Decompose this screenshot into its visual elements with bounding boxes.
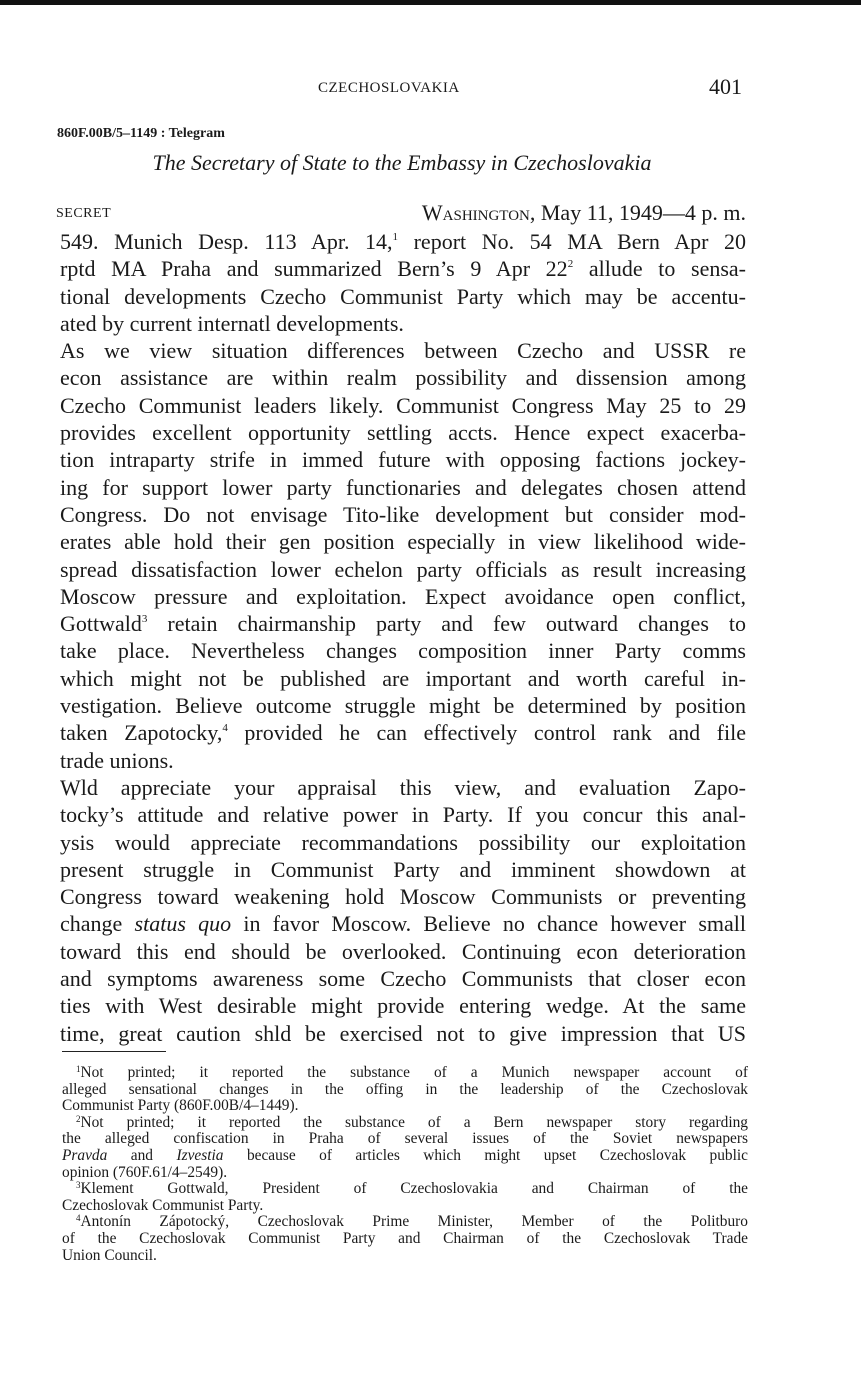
text-line: time, great caution shld be exercised not to give impression that US <box>60 1020 746 1046</box>
line-text: Antonín Zápotocký, Czechoslovak Prime Minister, Member of the Politburo <box>80 1213 748 1231</box>
text-line: tion intraparty strife in immed future with opposing factions jockey- <box>60 447 746 473</box>
dateline-row <box>56 200 746 228</box>
running-title: CZECHOSLOVAKIA <box>318 80 460 96</box>
text-line <box>62 1214 748 1231</box>
italic-phrase: Pravda <box>62 1146 108 1164</box>
document-heading: The Secretary of State to the Embassy in Czechoslovakia <box>152 150 652 175</box>
line-text: Not printed; it reported the substance of a Bern newspaper story regarding <box>80 1113 748 1131</box>
footnote-2 <box>62 1115 748 1181</box>
line-text: allude to sensa- <box>573 256 746 282</box>
text-line: Moscow pressure and exploitation. Expect avoidance open conflict, <box>60 583 746 609</box>
text-line: the alleged confiscation in Praha of several issues of the Soviet newspapers <box>62 1130 748 1148</box>
italic-phrase: Izvestia <box>176 1146 224 1164</box>
text-line: Czecho Communist leaders likely. Communist Congress May 25 to 29 <box>60 392 746 418</box>
page-top-border <box>0 0 861 5</box>
text-line: ties with West desirable might provide entering wedge. At the same <box>60 993 746 1019</box>
text-line <box>60 255 746 282</box>
footnote-ref: 1 <box>392 231 399 243</box>
text-line: spread dissatisfaction lower echelon party officials as result increasing <box>60 556 746 582</box>
text-line <box>62 1065 748 1082</box>
text-line: Communist Party (860F.00B/4–1449). <box>62 1097 299 1115</box>
text-line: erates able hold their gen position especially in view likelihood wide- <box>60 529 746 555</box>
footnote-ref: 2 <box>567 258 574 271</box>
dateline-date: May 11, 1949—4 p. m. <box>540 200 746 225</box>
footnote-1 <box>62 1065 748 1115</box>
italic-phrase: status quo <box>134 911 232 937</box>
text-line: present struggle in Communist Party and imminent showdown at <box>60 856 746 882</box>
text-line: provides excellent opportunity settling accts. Hence expect exacerba- <box>60 420 746 446</box>
file-number: 860F.00B/5–1149 : Telegram <box>57 126 225 141</box>
text-line: opinion (760F.61/4–2549). <box>62 1163 228 1181</box>
line-text: retain chairmanship party and few outward changes to <box>147 611 746 637</box>
footnote-ref: 3 <box>141 613 148 626</box>
text-line: tional developments Czecho Communist Party which may be accentu- <box>60 283 746 309</box>
dateline-place: Washington, <box>421 200 536 225</box>
line-text: Gottwald <box>60 611 142 637</box>
text-line <box>62 1181 748 1198</box>
line-text: report No. 54 MA Bern Apr 20 <box>398 229 747 254</box>
text-line: Congress. Do not envisage Tito-like development but consider mod- <box>60 501 746 527</box>
line-text: in favor Moscow. Believe no chance however small <box>231 911 746 937</box>
text-line: vestigation. Believe outcome struggle might be determined by position <box>60 693 746 719</box>
line-text: Not printed; it reported the substance of a Munich newspaper account of <box>80 1064 748 1081</box>
text-line: Wld appreciate your appraisal this view, and evaluation Zapo- <box>60 774 746 800</box>
text-line: take place. Nevertheless changes composition inner Party comms <box>60 638 746 664</box>
text-line: econ assistance are within realm possibility and dissension among <box>60 365 746 391</box>
text-line <box>60 610 746 637</box>
line-text: and <box>107 1146 177 1164</box>
text-line: trade unions. <box>60 747 174 773</box>
classification-label: SECRET <box>56 206 112 221</box>
text-line: and symptoms awareness some Czecho Communists that closer econ <box>60 966 746 992</box>
text-line <box>60 910 746 937</box>
text-line: Congress toward weakening hold Moscow Communists or preventing <box>60 884 746 910</box>
text-line: of the Czechoslovak Communist Party and Chairman of the Czechoslovak Trade <box>62 1229 748 1247</box>
line-text: rptd MA Praha and summarized Bern’s 9 Apr 22 <box>60 256 568 282</box>
footnote-4 <box>62 1214 748 1264</box>
footnote-mark: 4 <box>76 1213 81 1224</box>
line-text: change <box>60 911 135 937</box>
footnote-mark: 1 <box>76 1064 81 1074</box>
text-line: ated by current internatl developments. <box>60 310 404 336</box>
text-line <box>62 1148 748 1165</box>
line-text: provided he can effectively control rank and file <box>227 720 746 746</box>
line-text: Klement Gottwald, President of Czechoslovakia and Chairman of the <box>80 1180 748 1198</box>
text-line <box>60 228 746 255</box>
footnote-mark: 3 <box>76 1180 81 1191</box>
text-line <box>62 1115 748 1132</box>
text-line: ing for support lower party functionaries and delegates chosen attend <box>60 474 746 500</box>
dateline <box>422 200 746 226</box>
text-line: ysis would appreciate recommandations possibility our exploitation <box>60 829 746 855</box>
line-text: because of articles which might upset Czechoslovak public <box>223 1146 748 1164</box>
paragraph-2 <box>60 337 746 774</box>
line-text: 549. Munich Desp. 113 Apr. 14, <box>60 229 393 254</box>
footnote-ref: 4 <box>222 722 228 735</box>
text-line: As we view situation differences between Czecho and USSR re <box>60 338 746 364</box>
telegram-body <box>60 228 746 1047</box>
text-line: which might not be published are important and worth careful in- <box>60 665 746 691</box>
line-text: taken Zapotocky, <box>60 720 223 746</box>
text-line: alleged sensational changes in the offing in the leadership of the Czechoslovak <box>62 1080 748 1098</box>
text-line: Union Council. <box>62 1246 157 1264</box>
footnote-3 <box>62 1181 748 1214</box>
paragraph-1 <box>60 228 746 337</box>
footnote-mark: 2 <box>76 1113 81 1124</box>
page-number: 401 <box>709 74 742 99</box>
running-header <box>62 76 742 106</box>
paragraph-3 <box>60 774 746 1047</box>
text-line: toward this end should be overlooked. Continuing econ deterioration <box>60 938 746 964</box>
text-line <box>60 719 746 746</box>
footnotes <box>62 1065 748 1264</box>
text-line: Czechoslovak Communist Party. <box>62 1196 264 1214</box>
text-line: tocky’s attitude and relative power in Party. If you concur this anal- <box>60 802 746 828</box>
footnote-rule <box>62 1051 166 1052</box>
